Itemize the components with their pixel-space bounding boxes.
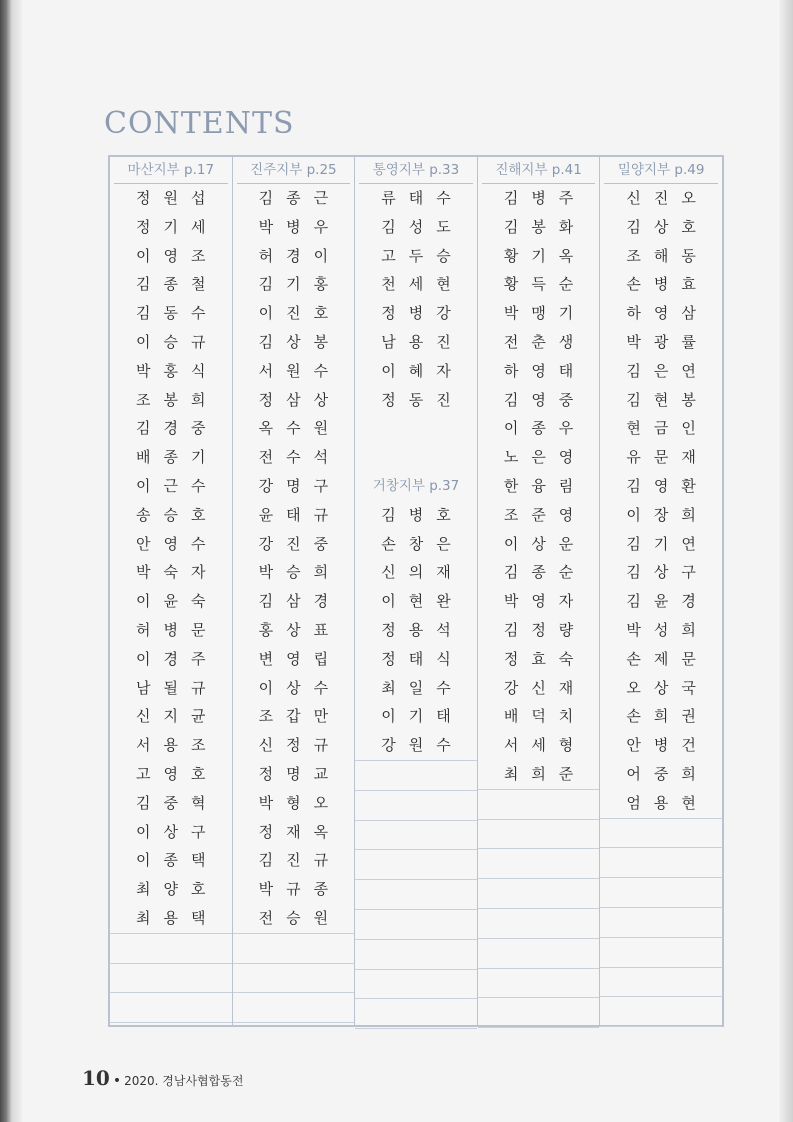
name-entry: 조준영 <box>503 505 587 524</box>
empty-row <box>478 790 600 820</box>
name-entry: 이기태 <box>381 707 464 726</box>
name-list <box>478 184 600 1028</box>
name-entry: 한융림 <box>503 476 587 495</box>
name-entry: 최용택 <box>110 904 232 934</box>
empty-row <box>600 878 722 908</box>
column-header: 밀양지부 p.49 <box>604 157 718 184</box>
name-entry: 서용조 <box>136 736 219 755</box>
name-entry: 전승원 <box>233 904 355 934</box>
empty-row <box>110 934 232 964</box>
name-entry: 이승규 <box>136 332 219 351</box>
name-entry: 정용석 <box>381 620 464 639</box>
column-jinju <box>233 157 356 1025</box>
name-entry: 박승희 <box>258 563 342 582</box>
name-entry: 서세형 <box>503 736 587 755</box>
name-list <box>233 184 355 1023</box>
name-entry: 노은영 <box>503 448 587 467</box>
empty-row <box>355 850 477 880</box>
empty-row <box>478 998 600 1028</box>
name-entry: 정병강 <box>381 304 464 323</box>
name-entry: 황득순 <box>503 275 587 294</box>
name-entry: 김상호 <box>626 217 709 236</box>
empty-row <box>600 997 722 1027</box>
empty-row <box>355 910 477 940</box>
name-entry: 이윤숙 <box>136 592 219 611</box>
page-number: 10 <box>82 1066 110 1090</box>
name-entry: 김영환 <box>626 476 709 495</box>
name-entry: 정효숙 <box>503 649 587 668</box>
empty-row <box>478 879 600 909</box>
name-entry: 허병문 <box>136 620 219 639</box>
name-entry: 박광률 <box>626 332 709 351</box>
name-entry: 유문재 <box>626 448 709 467</box>
empty-row <box>600 938 722 968</box>
name-entry: 김봉화 <box>503 217 587 236</box>
contents-table <box>108 155 724 1027</box>
name-entry: 신진오 <box>626 189 709 207</box>
name-entry: 김중혁 <box>136 793 219 812</box>
name-entry: 신지균 <box>136 707 219 726</box>
footer-text: 2020. 경남사협합동전 <box>124 1074 244 1088</box>
empty-row <box>355 970 477 1000</box>
name-entry: 김정량 <box>503 620 587 639</box>
name-entry: 송승호 <box>136 505 219 524</box>
name-entry: 강명구 <box>258 476 342 495</box>
empty-row <box>233 934 355 964</box>
name-entry: 하영태 <box>503 361 587 380</box>
name-entry: 김기홍 <box>258 275 342 294</box>
name-entry: 이상수 <box>258 678 342 697</box>
name-entry: 정태식 <box>381 649 464 668</box>
name-entry: 배덕치 <box>503 707 587 726</box>
name-entry: 하영삼 <box>626 304 709 323</box>
name-entry: 김진규 <box>258 851 342 870</box>
empty-row <box>600 848 722 878</box>
name-entry: 최일수 <box>381 678 464 697</box>
name-entry: 변영립 <box>258 649 342 668</box>
name-entry: 박홍식 <box>136 361 219 380</box>
name-entry: 박숙자 <box>136 563 219 582</box>
column-tongyeong-geochang <box>355 157 478 1025</box>
page-footer <box>82 1066 243 1090</box>
empty-row <box>478 849 600 879</box>
empty-row <box>600 908 722 938</box>
name-entry: 이혜자 <box>381 361 464 380</box>
name-entry: 손희권 <box>626 707 709 726</box>
name-entry: 김동수 <box>136 304 219 323</box>
empty-row <box>233 993 355 1023</box>
column-header: 마산지부 p.17 <box>114 157 228 184</box>
name-entry: 김상구 <box>626 563 709 582</box>
name-entry: 황기옥 <box>503 246 587 265</box>
name-list <box>110 184 232 1023</box>
name-entry: 정원섭 <box>136 189 219 207</box>
name-entry: 현금인 <box>626 419 709 438</box>
name-entry: 최희준 <box>478 760 600 790</box>
name-entry: 오상국 <box>626 678 709 697</box>
name-list <box>355 184 477 1029</box>
name-entry: 허경이 <box>258 246 342 265</box>
name-entry: 이현완 <box>381 592 464 611</box>
name-entry: 김경중 <box>136 419 219 438</box>
name-entry: 강신재 <box>503 678 587 697</box>
name-entry: 김기연 <box>626 534 709 553</box>
empty-row <box>478 820 600 850</box>
column-header: 진해지부 p.41 <box>482 157 596 184</box>
name-entry: 김삼경 <box>258 592 342 611</box>
page-title: CONTENTS <box>104 106 295 141</box>
empty-row <box>355 443 477 472</box>
name-entry: 정명교 <box>258 764 342 783</box>
name-entry: 이상구 <box>136 822 219 841</box>
name-entry: 옥수원 <box>258 419 342 438</box>
name-entry: 배종기 <box>136 448 219 467</box>
name-entry: 최양호 <box>136 880 219 899</box>
empty-row <box>110 993 232 1023</box>
empty-row <box>600 968 722 998</box>
name-list <box>600 184 722 1027</box>
name-entry: 박맹기 <box>503 304 587 323</box>
name-entry: 김성도 <box>381 217 464 236</box>
empty-row <box>478 969 600 999</box>
name-entry: 이종우 <box>503 419 587 438</box>
name-entry: 안영수 <box>136 534 219 553</box>
empty-row <box>478 939 600 969</box>
name-entry: 조봉희 <box>136 390 219 409</box>
name-entry: 김은연 <box>626 361 709 380</box>
column-subheader: 거창지부 p.37 <box>372 477 460 494</box>
name-entry: 이진호 <box>258 304 342 323</box>
column-header: 통영지부 p.33 <box>359 157 473 184</box>
name-entry: 김병호 <box>381 505 464 524</box>
empty-row <box>355 940 477 970</box>
name-entry: 이종택 <box>136 851 219 870</box>
name-entry: 김종순 <box>503 563 587 582</box>
empty-row <box>355 999 477 1029</box>
name-entry: 정재옥 <box>258 822 342 841</box>
empty-row <box>355 880 477 910</box>
name-entry: 손병효 <box>626 275 709 294</box>
name-entry: 강원수 <box>355 731 477 761</box>
column-header: 진주지부 p.25 <box>237 157 351 184</box>
name-entry: 홍상표 <box>258 620 342 639</box>
name-entry: 남될규 <box>136 678 219 697</box>
name-entry: 천세현 <box>381 275 464 294</box>
name-entry: 안병건 <box>626 736 709 755</box>
name-entry: 어중희 <box>626 764 709 783</box>
name-entry: 윤태규 <box>258 505 342 524</box>
name-entry: 엄용현 <box>600 789 722 819</box>
column-masan <box>110 157 233 1025</box>
name-entry: 김현봉 <box>626 390 709 409</box>
name-entry: 박영자 <box>503 592 587 611</box>
name-entry: 김종근 <box>258 189 342 207</box>
name-entry: 남용진 <box>381 332 464 351</box>
book-spine-edge <box>0 0 22 1122</box>
name-entry: 전수석 <box>258 448 342 467</box>
empty-row <box>600 819 722 849</box>
name-entry: 강진중 <box>258 534 342 553</box>
name-entry: 전춘생 <box>503 332 587 351</box>
name-entry: 이영조 <box>136 246 219 265</box>
name-entry: 김병주 <box>503 189 587 207</box>
name-entry: 박규종 <box>258 880 342 899</box>
name-entry: 이근수 <box>136 476 219 495</box>
empty-row <box>478 909 600 939</box>
name-entry: 신의재 <box>381 563 464 582</box>
name-entry: 정동진 <box>381 390 464 409</box>
name-entry: 이상운 <box>503 534 587 553</box>
name-entry: 김윤경 <box>626 592 709 611</box>
name-entry: 손제문 <box>626 649 709 668</box>
empty-row <box>355 791 477 821</box>
name-entry: 이장희 <box>626 505 709 524</box>
name-entry: 박병우 <box>258 217 342 236</box>
empty-row <box>110 964 232 994</box>
name-entry: 고영호 <box>136 764 219 783</box>
name-entry: 류태수 <box>381 189 464 207</box>
name-entry: 신정규 <box>258 736 342 755</box>
name-entry: 정기세 <box>136 217 219 236</box>
name-entry: 조갑만 <box>258 707 342 726</box>
name-entry: 손창은 <box>381 534 464 553</box>
name-entry: 이경주 <box>136 649 219 668</box>
name-entry: 김종철 <box>136 275 219 294</box>
name-entry: 조해동 <box>626 246 709 265</box>
footer-bullet: • <box>112 1073 122 1089</box>
name-entry: 박형오 <box>258 793 342 812</box>
name-entry: 김상봉 <box>258 332 342 351</box>
name-entry: 서원수 <box>258 361 342 380</box>
empty-row <box>355 414 477 443</box>
name-entry: 박성희 <box>626 620 709 639</box>
empty-row <box>233 964 355 994</box>
column-jinhae <box>478 157 601 1025</box>
name-entry: 김영중 <box>503 390 587 409</box>
column-miryang <box>600 157 722 1025</box>
name-entry: 고두승 <box>381 246 464 265</box>
page-right-edge <box>779 0 793 1122</box>
empty-row <box>355 761 477 791</box>
name-entry: 정삼상 <box>258 390 342 409</box>
empty-row <box>355 821 477 851</box>
